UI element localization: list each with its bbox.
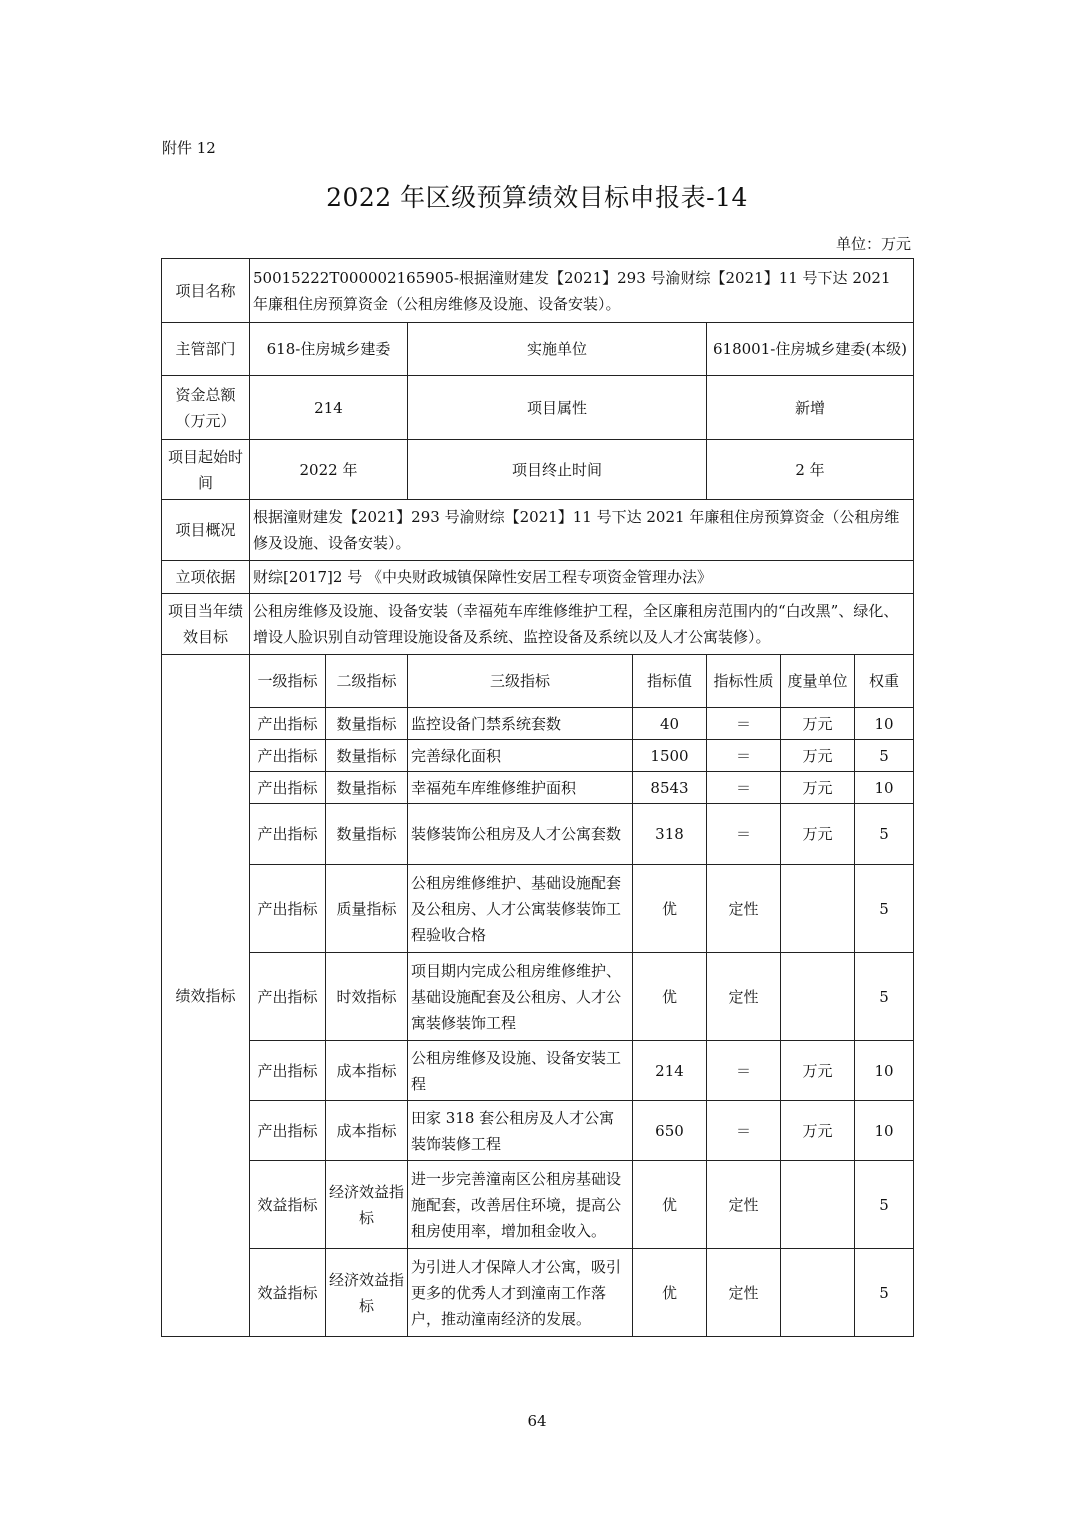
value-cell: 214 [633, 1041, 707, 1101]
table-row [162, 708, 914, 740]
value-cell: 318 [633, 804, 707, 865]
row-project-name [162, 259, 914, 323]
value-cell: 优 [633, 1249, 707, 1337]
indicators-section-label: 绩效指标 [162, 655, 250, 1337]
nature-cell: ＝ [707, 740, 781, 772]
row-overview [162, 500, 914, 561]
table-row [162, 953, 914, 1041]
page-title: 2022 年区级预算绩效目标申报表-14 [326, 183, 748, 212]
header-weight: 权重 [855, 655, 914, 708]
attr-value: 新增 [707, 376, 914, 440]
header-unit: 度量单位 [781, 655, 855, 708]
goal-label: 项目当年绩效目标 [162, 594, 250, 655]
level2-cell: 质量指标 [326, 865, 408, 953]
weight-cell: 10 [855, 1041, 914, 1101]
nature-cell: 定性 [707, 1161, 781, 1249]
value-cell: 优 [633, 1161, 707, 1249]
unit-label: 单位：万元 [835, 235, 911, 253]
level2-cell: 数量指标 [326, 708, 408, 740]
table-row [162, 1101, 914, 1161]
project-name-label: 项目名称 [162, 259, 250, 323]
unit-cell: 万元 [781, 804, 855, 865]
nature-cell: ＝ [707, 1041, 781, 1101]
level1-cell: 产出指标 [250, 740, 326, 772]
header-level1: 一级指标 [250, 655, 326, 708]
value-cell: 1500 [633, 740, 707, 772]
start-label: 项目起始时间 [162, 440, 250, 500]
level3-cell: 监控设备门禁系统套数 [408, 708, 633, 740]
unit-cell: 万元 [781, 1041, 855, 1101]
table-row [162, 804, 914, 865]
level1-cell: 效益指标 [250, 1161, 326, 1249]
level3-cell: 田家 318 套公租房及人才公寓装饰装修工程 [408, 1101, 633, 1161]
header-value: 指标值 [633, 655, 707, 708]
level1-cell: 产出指标 [250, 865, 326, 953]
level1-cell: 效益指标 [250, 1249, 326, 1337]
level3-cell: 公租房维修维护、基础设施配套及公租房、人才公寓装修装饰工程验收合格 [408, 865, 633, 953]
level2-cell: 数量指标 [326, 740, 408, 772]
attachment-label: 附件 12 [162, 139, 216, 157]
nature-cell: ＝ [707, 772, 781, 804]
weight-cell: 5 [855, 953, 914, 1041]
table-row [162, 772, 914, 804]
level2-cell: 时效指标 [326, 953, 408, 1041]
header-level3: 三级指标 [408, 655, 633, 708]
value-cell: 优 [633, 953, 707, 1041]
table-row [162, 1041, 914, 1101]
level3-cell: 公租房维修及设施、设备安装工程 [408, 1041, 633, 1101]
level3-cell: 进一步完善潼南区公租房基础设施配套，改善居住环境，提高公租房使用率，增加租金收入。 [408, 1161, 633, 1249]
indicator-header-row [162, 655, 914, 708]
level2-cell: 数量指标 [326, 804, 408, 865]
row-department [162, 323, 914, 376]
overview-label: 项目概况 [162, 500, 250, 561]
overview-value: 根据潼财建发【2021】293 号渝财综【2021】11 号下达 2021 年廉租住房预算资金（公租房维修及设施、设备安装）。 [250, 500, 914, 561]
unit-cell [781, 953, 855, 1041]
unit-cell [781, 1249, 855, 1337]
value-cell: 8543 [633, 772, 707, 804]
level1-cell: 产出指标 [250, 1041, 326, 1101]
weight-cell: 10 [855, 772, 914, 804]
level1-cell: 产出指标 [250, 804, 326, 865]
weight-cell: 10 [855, 1101, 914, 1161]
row-funds [162, 376, 914, 440]
end-value: 2 年 [707, 440, 914, 500]
table-row [162, 740, 914, 772]
value-cell: 40 [633, 708, 707, 740]
nature-cell: ＝ [707, 1101, 781, 1161]
level3-cell: 项目期内完成公租房维修维护、基础设施配套及公租房、人才公寓装修装饰工程 [408, 953, 633, 1041]
weight-cell: 5 [855, 1161, 914, 1249]
basis-value: 财综[2017]2 号 《中央财政城镇保障性安居工程专项资金管理办法》 [250, 561, 914, 594]
unit-cell: 万元 [781, 708, 855, 740]
value-cell: 650 [633, 1101, 707, 1161]
dept-value: 618-住房城乡建委 [250, 323, 408, 376]
funds-label: 资金总额（万元） [162, 376, 250, 440]
weight-cell: 5 [855, 740, 914, 772]
header-level2: 二级指标 [326, 655, 408, 708]
project-name-value: 50015222T000002165905-根据潼财建发【2021】293 号渝财综【2021】11 号下达 2021 年廉租住房预算资金（公租房维修及设施、设备安装）。 [250, 259, 914, 323]
level3-cell: 完善绿化面积 [408, 740, 633, 772]
row-period [162, 440, 914, 500]
unit-cell [781, 865, 855, 953]
nature-cell: ＝ [707, 804, 781, 865]
table-row [162, 1249, 914, 1337]
value-cell: 优 [633, 865, 707, 953]
level3-cell: 幸福苑车库维修维护面积 [408, 772, 633, 804]
weight-cell: 5 [855, 1249, 914, 1337]
level2-cell: 经济效益指标 [326, 1161, 408, 1249]
level1-cell: 产出指标 [250, 708, 326, 740]
start-value: 2022 年 [250, 440, 408, 500]
weight-cell: 10 [855, 708, 914, 740]
level1-cell: 产出指标 [250, 1101, 326, 1161]
attr-label: 项目属性 [408, 376, 707, 440]
budget-goal-table [161, 258, 914, 1337]
header-nature: 指标性质 [707, 655, 781, 708]
dept-label: 主管部门 [162, 323, 250, 376]
level2-cell: 经济效益指标 [326, 1249, 408, 1337]
level1-cell: 产出指标 [250, 953, 326, 1041]
impl-label: 实施单位 [408, 323, 707, 376]
table-row [162, 1161, 914, 1249]
unit-cell [781, 1161, 855, 1249]
nature-cell: ＝ [707, 708, 781, 740]
row-goal [162, 594, 914, 655]
impl-value: 618001-住房城乡建委(本级) [707, 323, 914, 376]
basis-label: 立项依据 [162, 561, 250, 594]
page-number: 64 [527, 1412, 547, 1430]
unit-cell: 万元 [781, 740, 855, 772]
funds-value: 214 [250, 376, 408, 440]
level2-cell: 成本指标 [326, 1041, 408, 1101]
level2-cell: 数量指标 [326, 772, 408, 804]
table-row [162, 865, 914, 953]
nature-cell: 定性 [707, 865, 781, 953]
unit-cell: 万元 [781, 772, 855, 804]
level1-cell: 产出指标 [250, 772, 326, 804]
row-basis [162, 561, 914, 594]
level2-cell: 成本指标 [326, 1101, 408, 1161]
goal-value: 公租房维修及设施、设备安装（幸福苑车库维修维护工程，全区廉租房范围内的“白改黑”、绿化、增设人脸识别自动管理设施设备及系统、监控设备及系统以及人才公寓装修）。 [250, 594, 914, 655]
level3-cell: 为引进人才保障人才公寓，吸引更多的优秀人才到潼南工作落户，推动潼南经济的发展。 [408, 1249, 633, 1337]
unit-cell: 万元 [781, 1101, 855, 1161]
weight-cell: 5 [855, 804, 914, 865]
end-label: 项目终止时间 [408, 440, 707, 500]
nature-cell: 定性 [707, 953, 781, 1041]
weight-cell: 5 [855, 865, 914, 953]
level3-cell: 装修装饰公租房及人才公寓套数 [408, 804, 633, 865]
nature-cell: 定性 [707, 1249, 781, 1337]
